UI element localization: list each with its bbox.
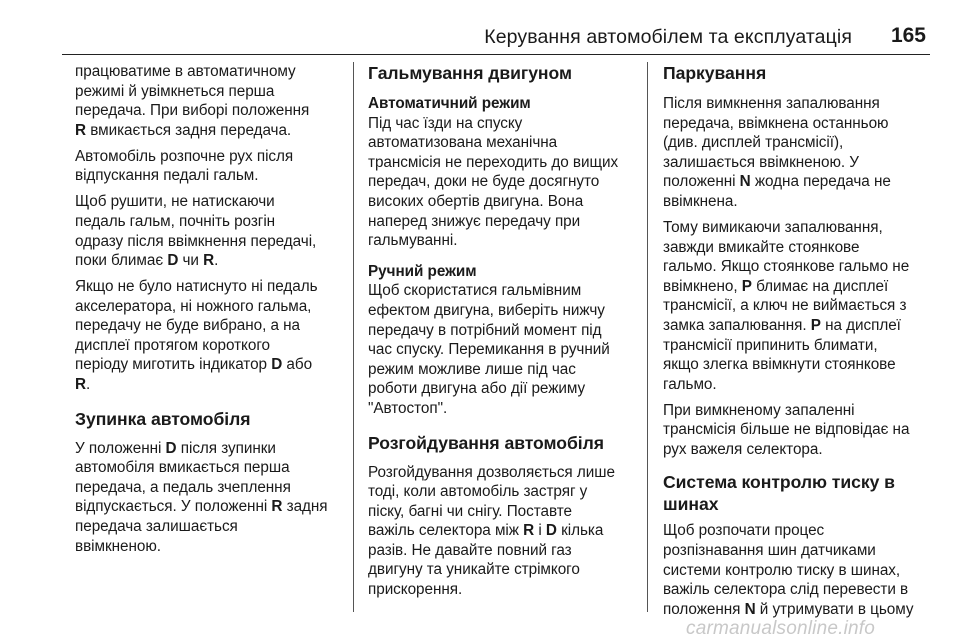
page-number: 165 xyxy=(890,24,926,47)
section-heading: Система контролю тиску в шинах xyxy=(663,472,895,515)
gear-indicator: R xyxy=(271,498,283,516)
column-left xyxy=(75,62,347,563)
paragraph: При вимкненому запаленні трансмісія більше не відповідає на рух важеля селектора. xyxy=(663,401,910,458)
section-heading: Зупинка автомобіля xyxy=(75,408,251,429)
page-header xyxy=(62,24,930,55)
column-middle xyxy=(368,62,636,606)
gear-indicator: D xyxy=(545,522,557,540)
section-heading: Гальмування двигуном xyxy=(368,63,572,83)
paragraph: Щоб розпочати процес розпізнавання шин датчиками системи контролю тиску в шинах, важіль селектора слід перевести в положення N й утримувати в цьому xyxy=(663,522,914,618)
gear-indicator: P xyxy=(741,277,752,295)
gear-indicator: N xyxy=(744,600,756,618)
subsection-heading: Автоматичний режим xyxy=(368,95,531,112)
gear-indicator: D xyxy=(271,356,283,374)
watermark: carmanualsonline.info xyxy=(686,618,876,639)
section-heading: Паркування xyxy=(663,63,767,83)
paragraph: Щоб скористатися гальмівним ефектом двигуна, виберіть нижчу передачу в потрібний момент під час спуску. Перемикання в ручний режим можливе лише під час роботи двигуна або дії режиму "Автостоп". xyxy=(368,282,610,417)
gear-indicator: D xyxy=(165,439,177,457)
paragraph: Тому вимикаючи запалювання, завжди вмикайте стоянкове гальмо. Якщо стоянкове гальмо не ввімкнено, P блимає на дисплеї трансмісії, а ключ не виймається з замка запалювання. P на дисплеї трансмісії припинить блимати, якщо злегка ввімкнути стоянкове гальмо. xyxy=(663,218,910,393)
gear-indicator: P xyxy=(810,316,821,334)
column-right xyxy=(663,62,931,626)
paragraph: Щоб рушити, не натискаючи педаль гальм, почніть розгін одразу після ввімкнення передачі, поки блимає D чи R. xyxy=(75,193,317,270)
paragraph: Розгойдування дозволяється лише тоді, коли автомобіль застряг у піску, багні чи снігу. Поставте важіль селектора між R і D кілька разів. Не давайте повний газ двигуну та уникайте стрімкого прискорення. xyxy=(368,463,615,599)
paragraph: Якщо не було натиснуто ні педаль акселератора, ні ножного гальма, передачу не буде вибрано, а на дисплеї протягом короткого періоду миготить індикатор D або R. xyxy=(75,278,318,394)
paragraph: Під час їзди на спуску автоматизована механічна трансмісія не переходить до вищих передач, доки не буде досягнуто високих обертів двигуна. Вона наперед знижує передачу при гальмуванні. xyxy=(368,114,619,250)
section-heading: Розгойдування автомобіля xyxy=(368,432,604,453)
gear-indicator: R xyxy=(75,121,86,139)
paragraph: працюватиме в автоматичному режимі й увімкнеться перша передача. При виборі положення R вмикається задня передача. xyxy=(75,63,310,139)
subsection-heading: Ручний режим xyxy=(368,262,477,280)
gear-indicator: R xyxy=(75,376,86,394)
gear-indicator: N xyxy=(739,173,751,191)
gear-indicator: R xyxy=(203,252,215,270)
paragraph: Автомобіль розпочне рух після відпускання педалі гальм. xyxy=(75,147,294,185)
paragraph: У положенні D після зупинки автомобіля вмикається перша передача, а педаль зчеплення відпускається. У положенні R задня передача залишається ввімкненою. xyxy=(75,439,328,555)
gear-indicator: R xyxy=(523,522,535,540)
column-divider xyxy=(353,62,354,612)
column-divider xyxy=(647,62,648,612)
paragraph: Після вимкнення запалювання передача, ввімкнена останньою (див. дисплей трансмісії), залишається ввімкненою. У положенні N жодна передача не ввімкнена. xyxy=(663,95,891,210)
header-title: Керування автомобілем та експлуатація xyxy=(484,26,852,48)
gear-indicator: D xyxy=(167,252,179,270)
